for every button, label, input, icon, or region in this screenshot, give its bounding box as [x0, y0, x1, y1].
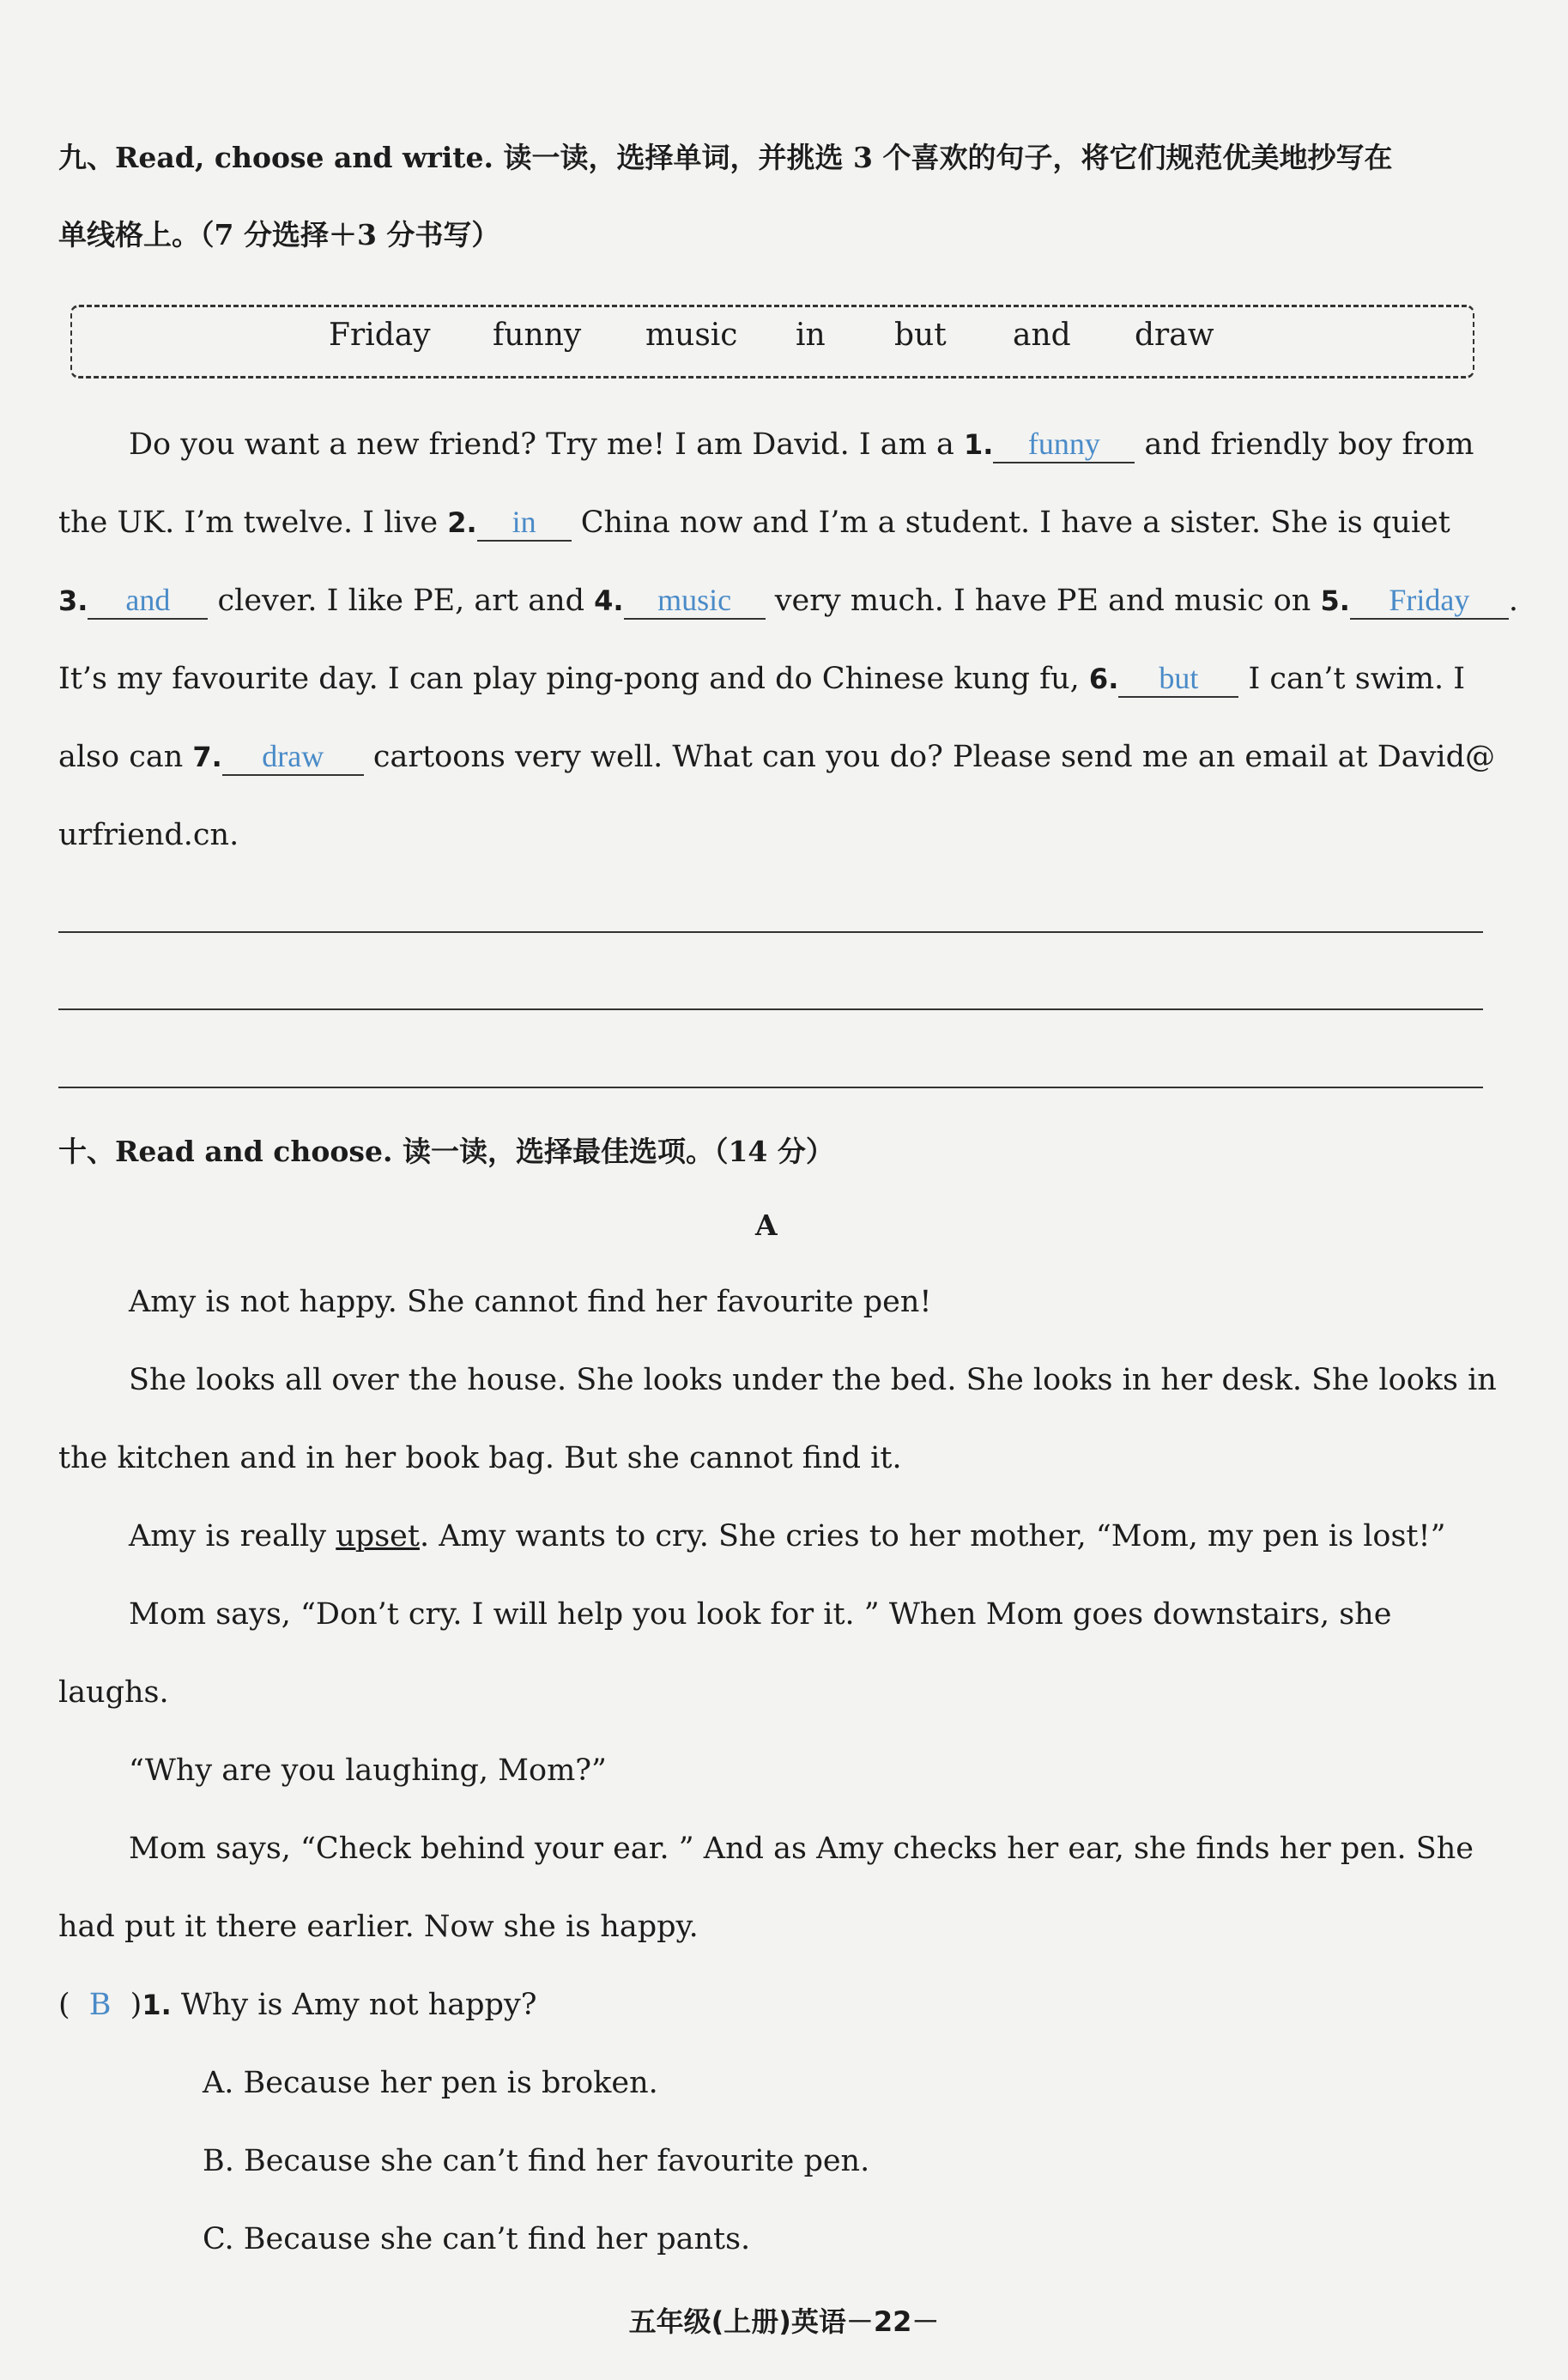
word-box: [70, 305, 1474, 378]
word-box-item: but: [894, 318, 947, 353]
blank-4[interactable]: music: [624, 584, 766, 620]
option-a: A. Because her pen is broken.: [203, 2066, 658, 2100]
story-paragraph-2b: the kitchen and in her book bag. But she cannot find it.: [58, 1441, 902, 1475]
word-box-item: and: [1013, 318, 1071, 353]
word-box-item: music: [645, 318, 738, 353]
word-box-item: in: [796, 318, 826, 353]
passage-line-4: It’s my favourite day. I can play ping-pong and do Chinese kung fu, 6. but I can’t swim. I: [58, 661, 1466, 696]
word-box-item: Friday: [329, 318, 431, 353]
story-paragraph-4b: laughs.: [58, 1675, 169, 1710]
blank-7[interactable]: draw: [222, 740, 364, 776]
word-box-item: draw: [1135, 318, 1214, 353]
question-1-answer[interactable]: B: [88, 1988, 112, 2022]
section10-title: 十、Read and choose. 读一读，选择最佳选项。（14 分）: [58, 1135, 834, 1168]
passage-line-2: the UK. I’m twelve. I live 2. in China now and I’m a student. I have a sister. She is quiet: [58, 505, 1450, 540]
story-paragraph-2a: She looks all over the house. She looks under the bed. She looks in her desk. She looks in: [129, 1363, 1497, 1397]
page-footer: 五年级(上册)英语－22－: [628, 2305, 940, 2338]
passage-line-5: also can 7. draw cartoons very well. What can you do? Please send me an email at David@: [58, 739, 1496, 774]
story-paragraph-6b: had put it there earlier. Now she is happy.: [58, 1910, 699, 1944]
question-1: ( B )1. Why is Amy not happy?: [58, 1988, 537, 2022]
blank-3[interactable]: and: [88, 584, 208, 620]
writing-line-3[interactable]: [58, 1087, 1483, 1088]
blank-2[interactable]: in: [477, 506, 572, 542]
section9-title-line2: 单线格上。（7 分选择＋3 分书写）: [58, 218, 500, 251]
option-b: B. Because she can’t find her favourite pen.: [203, 2144, 870, 2178]
story-paragraph-6a: Mom says, “Check behind your ear. ” And as Amy checks her ear, she finds her pen. She: [129, 1832, 1474, 1866]
passage-line-6: urfriend.cn.: [58, 818, 239, 852]
writing-line-2[interactable]: [58, 1008, 1483, 1010]
passage-line-3: 3. and clever. I like PE, art and 4. music very much. I have PE and music on 5. Friday .: [58, 583, 1518, 618]
story-paragraph-1: Amy is not happy. She cannot find her favourite pen!: [129, 1285, 932, 1319]
blank-6[interactable]: but: [1118, 662, 1238, 698]
story-paragraph-3: Amy is really upset. Amy wants to cry. She cries to her mother, “Mom, my pen is lost!”: [129, 1519, 1446, 1553]
story-paragraph-5: “Why are you laughing, Mom?”: [129, 1753, 607, 1788]
blank-1[interactable]: funny: [993, 427, 1135, 463]
story-paragraph-4a: Mom says, “Don’t cry. I will help you look for it. ” When Mom goes downstairs, she: [129, 1597, 1392, 1632]
section9-title-line1: 九、Read, choose and write. 读一读，选择单词，并挑选 3 个喜欢的句子，将它们规范优美地抄写在: [58, 141, 1393, 174]
writing-line-1[interactable]: [58, 931, 1483, 933]
underlined-word-upset: upset: [336, 1519, 420, 1553]
option-c: C. Because she can’t find her pants.: [203, 2222, 751, 2256]
part-label-a: A: [755, 1208, 778, 1242]
passage-line-1: Do you want a new friend? Try me! I am David. I am a 1. funny and friendly boy from: [129, 427, 1474, 462]
blank-5[interactable]: Friday: [1350, 584, 1509, 620]
word-box-item: funny: [493, 318, 582, 353]
